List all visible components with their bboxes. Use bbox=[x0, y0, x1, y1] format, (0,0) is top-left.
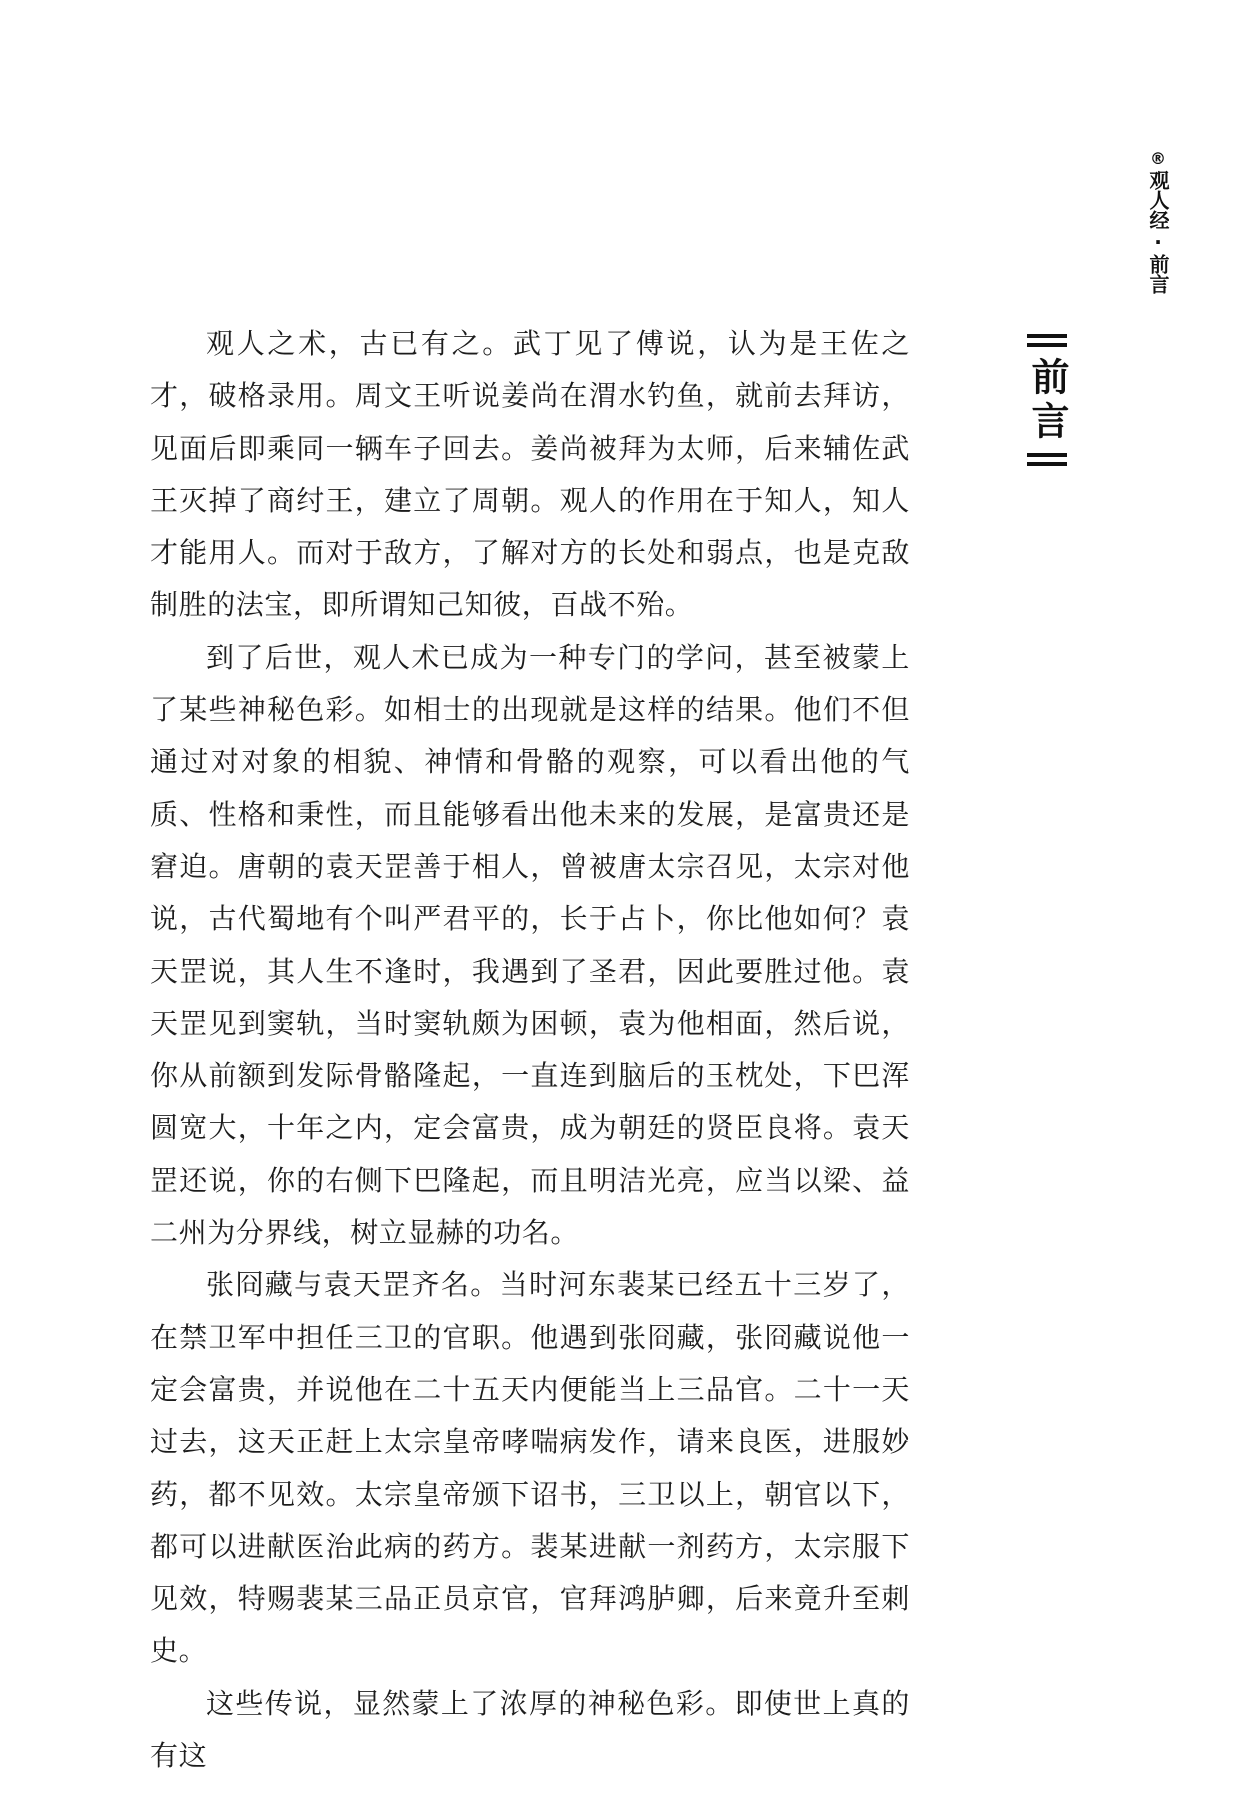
registered-mark: ® bbox=[1150, 149, 1166, 168]
paragraph: 张冏藏与袁天罡齐名。当时河东裴某已经五十三岁了，在禁卫军中担任三卫的官职。他遇到张冏藏，张冏藏说他一定会富贵，并说他在二十五天内便能当上三品官。二十一天过去，这天正赶上太宗皇帝哮喘病发作，请来良医，进服妙药，都不见效。太宗皇帝颁下诏书，三卫以上，朝官以下，都可以进献医治此病的药方。裴某进献一剂药方，太宗服下见效，特赐裴某三品正员京官，官拜鸿胪卿，后来竟升至刺史。 bbox=[150, 1268, 910, 1668]
paragraph: 到了后世，观人术已成为一种专门的学问，甚至被蒙上了某些神秘色彩。如相士的出现就是这样的结果。他们不但通过对对象的相貌、神情和骨骼的观察，可以看出他的气质、性格和秉性，而且能够看出他未来的发展，是富贵还是窘迫。唐朝的袁天罡善于相人，曾被唐太宗召见，太宗对他说，古代蜀地有个叫严君平的，长于占卜，你比他如何？袁天罡说，其人生不逢时，我遇到了圣君，因此要胜过他。袁天罡见到窦轨，当时窦轨颇为困顿，袁为他相面，然后说，你从前额到发际骨骼隆起，一直连到脑后的玉枕处，下巴浑圆宽大，十年之内，定会富贵，成为朝廷的贤臣良将。袁天罡还说，你的右侧下巴隆起，而且明洁光亮，应当以梁、益二州为分界线，树立显赫的功名。 bbox=[150, 640, 910, 1250]
rule-line bbox=[1027, 343, 1067, 347]
rule-line bbox=[1027, 453, 1067, 457]
body-text bbox=[150, 318, 910, 1782]
rule-line bbox=[1027, 334, 1067, 338]
rule-line bbox=[1027, 462, 1067, 466]
heading-rule-bottom bbox=[1027, 453, 1067, 466]
chapter-heading bbox=[1026, 334, 1068, 466]
paragraph: 观人之术，古已有之。武丁见了傅说，认为是王佐之才，破格录用。周文王听说姜尚在渭水钓鱼，就前去拜访，见面后即乘同一辆车子回去。姜尚被拜为太师，后来辅佐武王灭掉了商纣王，建立了周朝。观人的作用在于知人，知人才能用人。而对于敌方，了解对方的长处和弱点，也是克敌制胜的法宝，即所谓知己知彼，百战不殆。 bbox=[150, 327, 910, 622]
chapter-title: 前言 bbox=[1025, 357, 1069, 445]
running-header bbox=[1143, 150, 1173, 294]
paragraph: 这些传说，显然蒙上了浓厚的神秘色彩。即使世上真的有这 bbox=[150, 1686, 910, 1773]
heading-rule-top bbox=[1027, 334, 1067, 347]
running-header-text: 观人经·前言 bbox=[1146, 170, 1170, 294]
